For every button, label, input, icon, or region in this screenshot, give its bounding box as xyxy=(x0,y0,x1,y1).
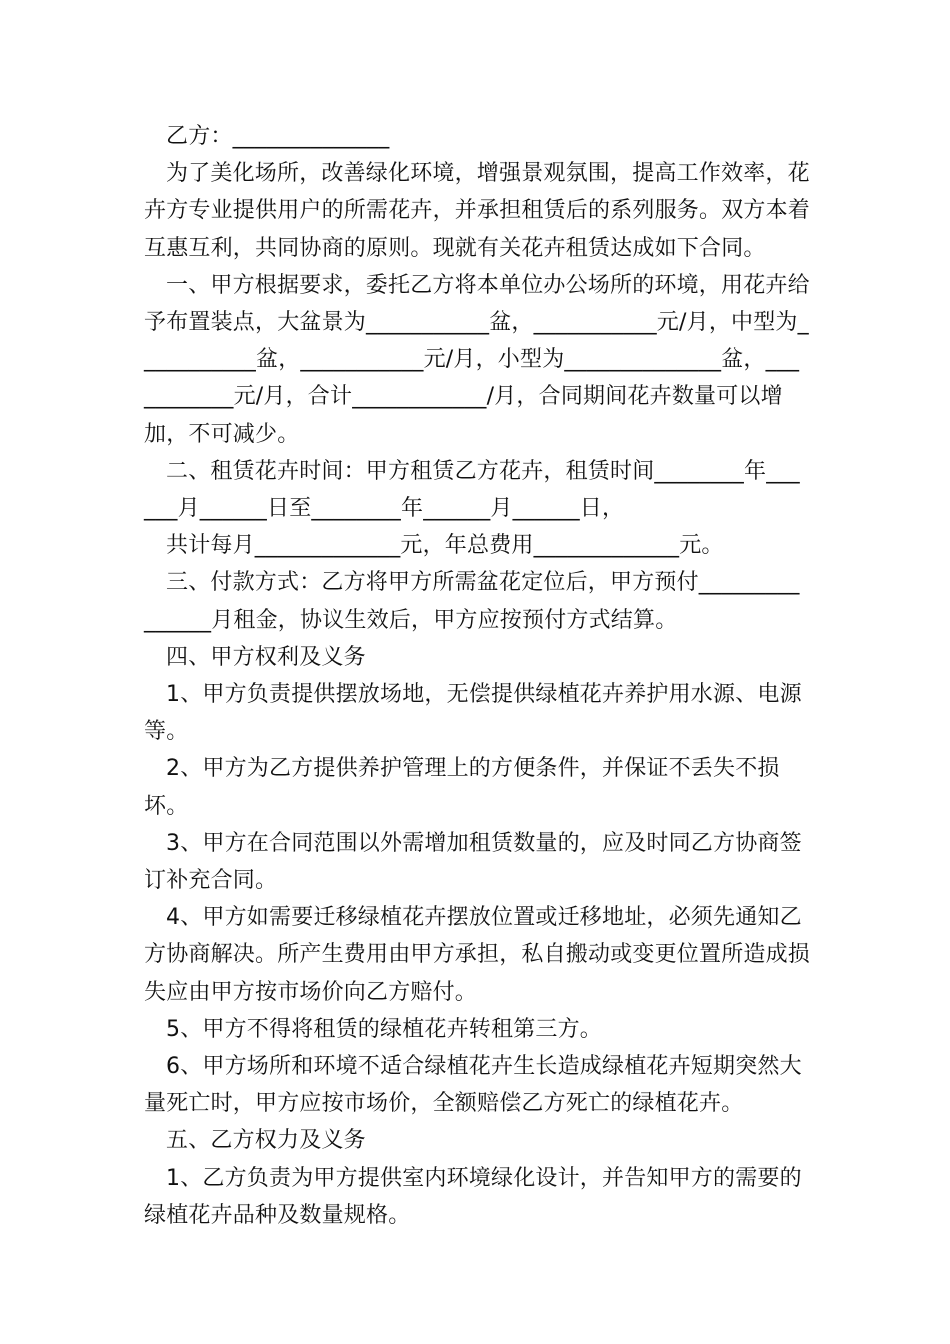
section-5-item-1: 1、乙方负责为甲方提供室内环境绿化设计，并告知甲方的需要的绿植花卉品种及数量规格。 xyxy=(144,1165,802,1228)
clause-2-total-fee: 共计每月_____________元，年总费用_____________元。 xyxy=(166,533,724,559)
section-4-item-4: 4、甲方如需要迁移绿植花卉摆放位置或迁移地址，必须先通知乙方协商解决。所产生费用由甲方承担，私自搬动或变更位置所造成损失应由甲方按市场价向乙方赔付。 xyxy=(144,905,811,1005)
section-4-item-1: 1、甲方负责提供摆放场地，无偿提供绿植花卉养护用水源、电源等。 xyxy=(144,682,802,745)
section-4-heading: 四、甲方权利及义务 xyxy=(166,644,366,670)
clause-1-arrangement: 一、甲方根据要求，委托乙方将本单位办公场所的环境，用花卉给予布置装点，大盆景为___________盆，___________元/月，中型为___________盆，___________元/月，小型为______________盆，___________元/月，合计____________/月，合同期间花卉数量可以增加，不可减少。 xyxy=(144,272,810,447)
party-b-line: 乙方：______________ xyxy=(166,124,390,149)
clause-2-lease-period: 二、租赁花卉时间：甲方租赁乙方花卉，租赁时间________年______月______日至________年______月______日， xyxy=(144,458,800,522)
section-4-item-3: 3、甲方在合同范围以外需增加租赁数量的，应及时同乙方协商签订补充合同。 xyxy=(144,830,802,894)
contract-preamble: 为了美化场所，改善绿化环境，增强景观氛围，提高工作效率，花卉方专业提供用户的所需花卉，并承担租赁后的系列服务。双方本着互惠互利，共同协商的原则。现就有关花卉租赁达成如下合同。 xyxy=(144,161,811,261)
clause-3-payment: 三、付款方式：乙方将甲方所需盆花定位后，甲方预付_______________月租金，协议生效后，甲方应按预付方式结算。 xyxy=(144,570,800,633)
section-4-item-5: 5、甲方不得将租赁的绿植花卉转租第三方。 xyxy=(166,1016,602,1042)
document-body xyxy=(144,118,810,1234)
section-4-item-2: 2、甲方为乙方提供养护管理上的方便条件，并保证不丢失不损坏。 xyxy=(144,756,780,819)
section-4-item-6: 6、甲方场所和环境不适合绿植花卉生长造成绿植花卉短期突然大量死亡时，甲方应按市场价，全额赔偿乙方死亡的绿植花卉。 xyxy=(144,1054,802,1117)
section-5-heading: 五、乙方权力及义务 xyxy=(166,1128,366,1154)
